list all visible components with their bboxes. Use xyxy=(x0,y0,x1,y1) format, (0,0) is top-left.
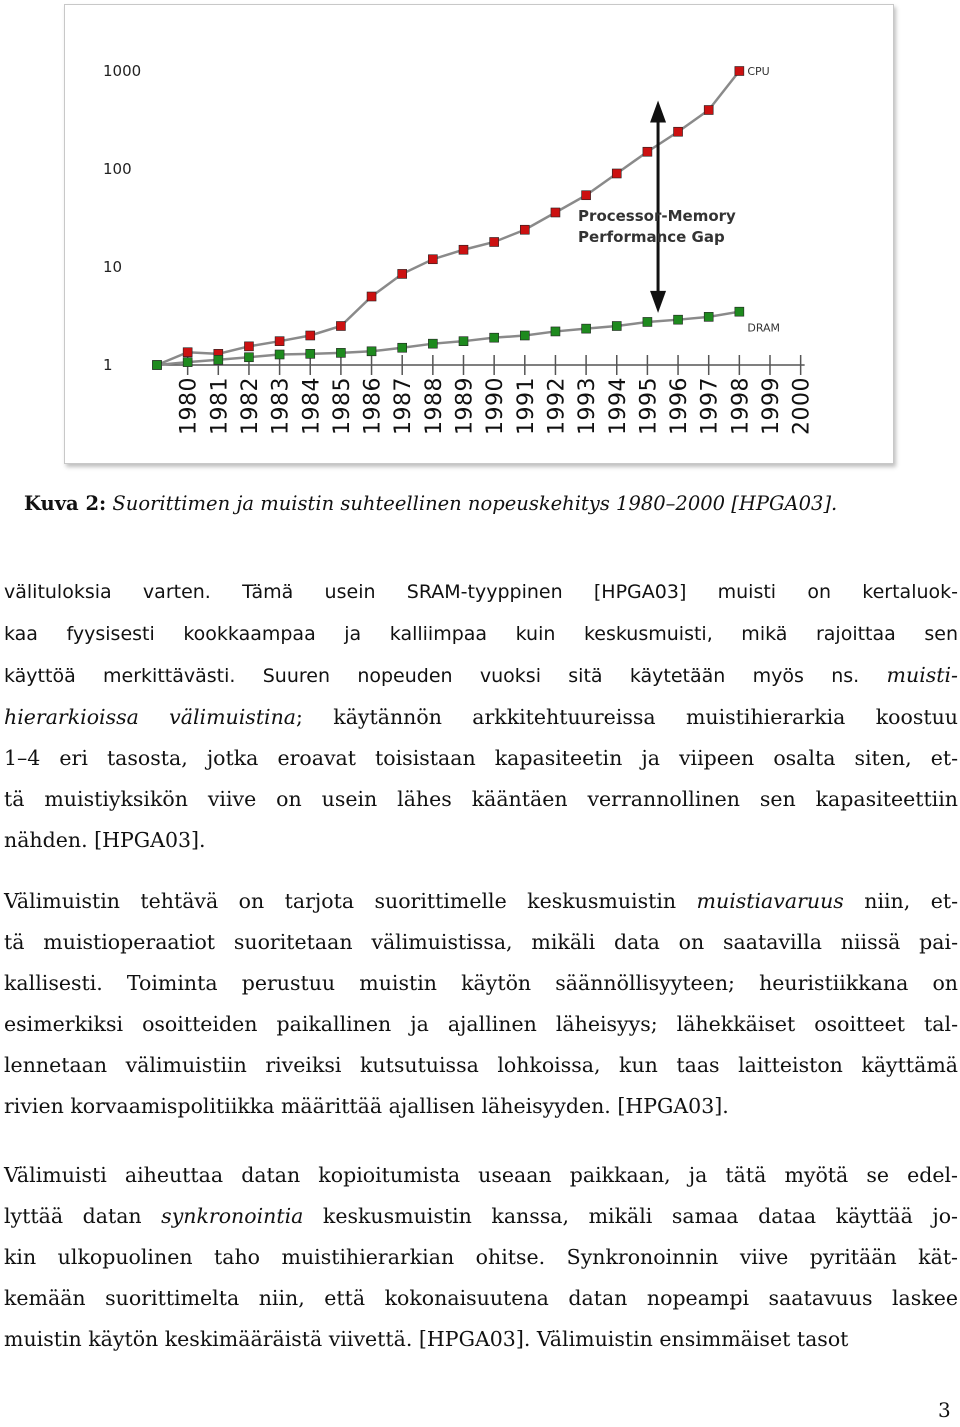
text-line xyxy=(4,1319,958,1360)
data-point-cpu xyxy=(398,269,407,278)
x-tick-label: 1994 xyxy=(605,377,631,435)
x-tick-label: 1997 xyxy=(697,377,723,435)
x-tick-label: 1989 xyxy=(452,377,478,435)
data-point-dram xyxy=(275,350,284,359)
text-line xyxy=(4,820,958,861)
data-point-dram xyxy=(520,331,529,340)
text-run: kaa fyysisesti kookkaampaa ja kalliimpaa kuin keskusmuisti, mikä rajoittaa sen xyxy=(4,623,958,645)
text-run: kallisesti. Toiminta perustuu muistin käytön säännöllisyyteen; heuristiikkana on xyxy=(4,971,958,995)
x-tick-label: 1987 xyxy=(391,377,417,435)
text-line xyxy=(4,1004,958,1045)
emphasized-term: muistiavaruus xyxy=(696,889,844,913)
x-tick-label: 1982 xyxy=(237,377,263,435)
text-run: niin, et- xyxy=(843,889,958,913)
paragraph-1 xyxy=(4,571,958,861)
x-tick-label: 1988 xyxy=(421,377,447,435)
series-label-dram: DRAM xyxy=(747,321,781,335)
data-point-cpu xyxy=(674,127,683,136)
text-run: esimerkiksi osoitteiden paikallinen ja ajallinen läheisyys; lähekkäiset osoitteet tal- xyxy=(4,1012,958,1036)
text-line xyxy=(4,697,958,738)
data-point-cpu xyxy=(551,208,560,217)
gap-label-line-2: Performance Gap xyxy=(578,228,725,246)
text-line xyxy=(4,1045,958,1086)
y-tick-label: 1 xyxy=(103,356,113,374)
caption-text: Suorittimen ja muistin suhteellinen nopeuskehitys 1980–2000 [HPGA03]. xyxy=(112,492,838,515)
data-point-dram xyxy=(367,347,376,356)
figure-caption xyxy=(24,490,936,518)
x-tick-label: 1984 xyxy=(299,377,325,435)
x-tick-label: 1999 xyxy=(759,377,784,435)
x-tick-label: 1980 xyxy=(176,377,202,435)
text-run: kemään suorittimelta niin, että kokonaisuutena datan nopeampi saatavuus laskee xyxy=(4,1286,958,1310)
text-line xyxy=(4,1086,958,1127)
text-line xyxy=(4,1155,958,1196)
text-run: välituloksia varten. Tämä usein SRAM-tyyppinen [HPGA03] muisti on kertaluok- xyxy=(4,581,958,603)
data-point-dram xyxy=(490,333,499,342)
text-run: ; käytännön arkkitehtuureissa muistihierarkia koostuu xyxy=(296,705,958,729)
series-label-cpu: CPU xyxy=(747,65,770,78)
emphasized-term: hierarkioissa välimuistina xyxy=(4,705,297,729)
paragraph-2 xyxy=(4,881,958,1127)
page-number: 3 xyxy=(938,1398,951,1422)
data-point-cpu xyxy=(244,342,253,351)
x-tick-label: 1986 xyxy=(360,377,386,435)
text-line xyxy=(4,655,958,697)
text-line xyxy=(4,613,958,655)
y-tick-label: 10 xyxy=(103,258,123,276)
emphasized-term: synkronointia xyxy=(161,1204,304,1228)
x-tick-label: 1995 xyxy=(636,377,662,435)
text-line xyxy=(4,963,958,1004)
text-run: kin ulkopuolinen taho muistihierarkian ohitse. Synkronoinnin viive pyritään kät- xyxy=(4,1245,958,1269)
x-tick-label: 1992 xyxy=(544,377,570,435)
data-point-dram xyxy=(398,343,407,352)
text-run: 1–4 eri tasosta, jotka eroavat toisistaan kapasiteetin ja viipeen osalta siten, et- xyxy=(4,746,958,770)
data-point-cpu xyxy=(428,255,437,264)
text-line xyxy=(4,922,958,963)
y-tick-label: 1000 xyxy=(103,62,142,80)
data-point-dram xyxy=(214,355,223,364)
y-tick-label: 100 xyxy=(103,160,132,178)
data-point-cpu xyxy=(643,147,652,156)
data-point-dram xyxy=(704,312,713,321)
text-line xyxy=(4,1237,958,1278)
data-point-dram xyxy=(735,307,744,316)
data-point-dram xyxy=(612,322,621,331)
data-point-cpu xyxy=(520,225,529,234)
data-point-dram xyxy=(244,353,253,362)
text-line xyxy=(4,881,958,922)
text-line xyxy=(4,1278,958,1319)
x-tick-label: 2000 xyxy=(789,377,815,435)
figure xyxy=(64,4,894,464)
text-run: keskusmuistin kanssa, mikäli samaa dataa käyttää jo- xyxy=(303,1204,958,1228)
x-tick-label: 1983 xyxy=(268,377,294,435)
data-point-cpu xyxy=(735,67,744,76)
paragraph-3 xyxy=(4,1155,958,1360)
text-run: Välimuisti aiheuttaa datan kopioitumista useaan paikkaan, ja tätä myötä se edel- xyxy=(4,1163,958,1187)
data-point-cpu xyxy=(582,191,591,200)
x-tick-label: 1981 xyxy=(207,377,233,435)
data-point-cpu xyxy=(336,322,345,331)
data-point-dram xyxy=(582,324,591,333)
text-line xyxy=(4,738,958,779)
data-point-cpu xyxy=(612,169,621,178)
text-run: muistin käytön keskimääräistä viivettä. [HPGA03]. Välimuistin ensimmäiset tasot xyxy=(4,1327,849,1351)
emphasized-term: muisti- xyxy=(886,663,958,687)
data-point-dram xyxy=(551,327,560,336)
data-point-cpu xyxy=(490,237,499,246)
data-point-dram xyxy=(674,315,683,324)
data-point-cpu xyxy=(459,245,468,254)
data-point-dram xyxy=(459,337,468,346)
x-tick-label: 1990 xyxy=(483,377,509,435)
x-tick-label: 1996 xyxy=(667,377,693,435)
text-line xyxy=(4,1196,958,1237)
x-tick-label: 1993 xyxy=(575,377,601,435)
text-line xyxy=(4,779,958,820)
text-run: lennetaan välimuistiin riveiksi kutsutuissa lohkoissa, kun taas laitteiston käyttämä xyxy=(4,1053,958,1077)
data-point-dram xyxy=(428,339,437,348)
text-run: tä muistioperaatiot suoritetaan välimuistissa, mikäli data on saatavilla niissä pai- xyxy=(4,930,958,954)
x-tick-label: 1998 xyxy=(728,377,754,435)
x-tick-label: 1991 xyxy=(513,377,539,435)
text-run: rivien korvaamispolitiikka määrittää ajallisen läheisyyden. [HPGA03]. xyxy=(4,1094,729,1118)
data-point-dram xyxy=(183,358,192,367)
gap-arrow-head-up xyxy=(650,101,666,123)
data-point-cpu xyxy=(183,348,192,357)
data-point-dram xyxy=(306,349,315,358)
text-line xyxy=(4,571,958,613)
data-point-dram xyxy=(643,317,652,326)
gap-label-line-1: Processor-Memory xyxy=(578,207,736,225)
data-point-cpu xyxy=(275,337,284,346)
x-tick-label: 1985 xyxy=(329,377,355,435)
text-run: lyttää datan xyxy=(4,1204,162,1228)
data-point-dram xyxy=(336,348,345,357)
text-run: nähden. [HPGA03]. xyxy=(4,828,206,852)
text-run: Välimuistin tehtävä on tarjota suorittimelle keskusmuistin xyxy=(4,889,697,913)
gap-arrow-head-down xyxy=(650,291,666,313)
caption-label: Kuva 2: xyxy=(24,492,107,515)
data-point-cpu xyxy=(704,105,713,114)
data-point-cpu xyxy=(306,331,315,340)
data-point-cpu xyxy=(367,292,376,301)
text-run: tä muistiyksikön viive on usein lähes kääntäen verrannollinen sen kapasiteettiin xyxy=(4,787,958,811)
text-run: käyttöä merkittävästi. Suuren nopeuden vuoksi sitä käytetään myös ns. xyxy=(4,665,887,687)
data-point-dram xyxy=(153,361,162,370)
performance-gap-chart xyxy=(65,5,893,463)
